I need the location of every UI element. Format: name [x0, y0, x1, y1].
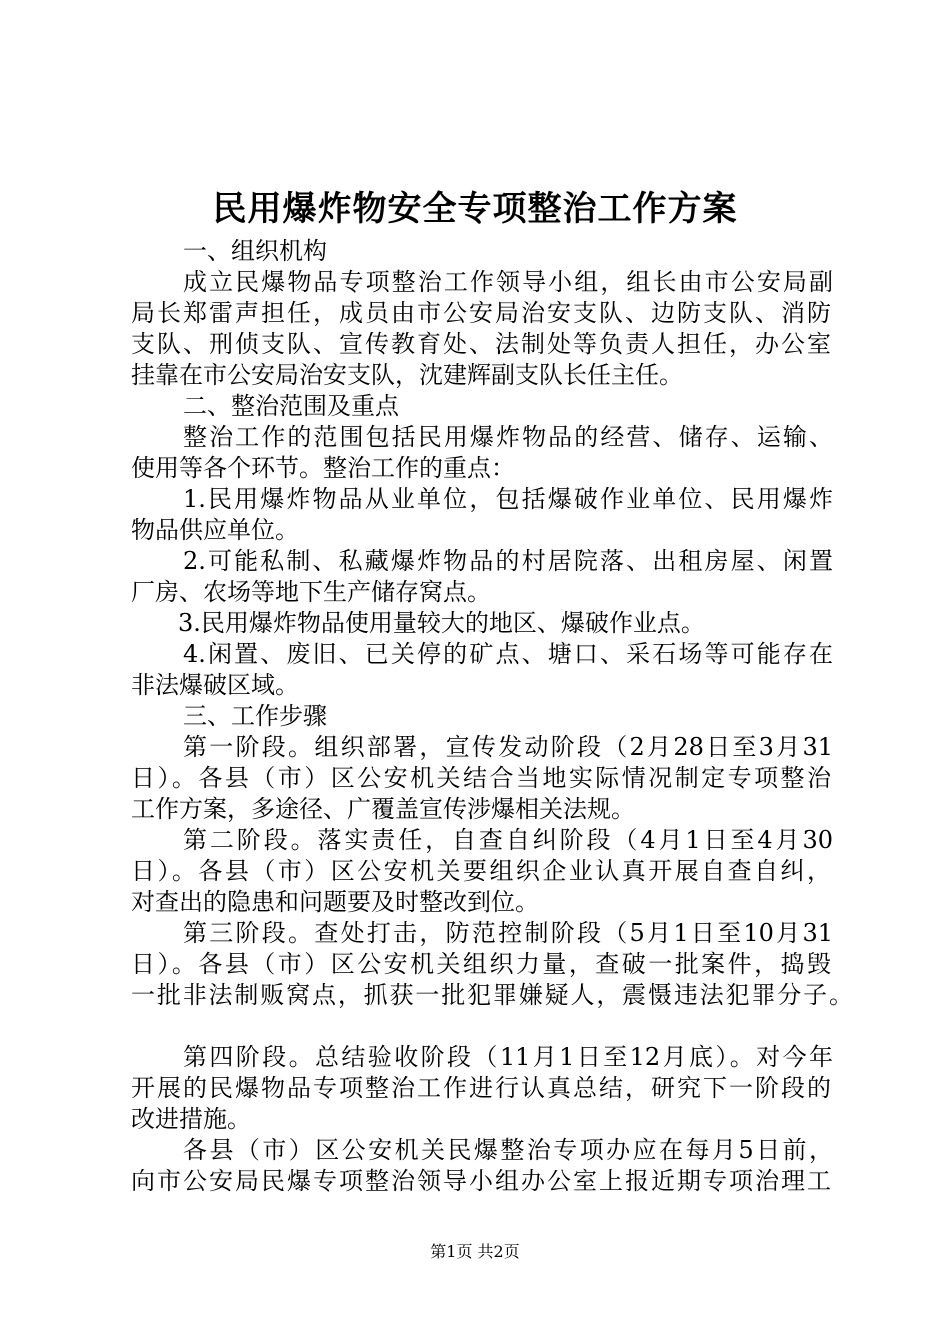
- section-heading-scope: 二、整治范围及重点: [183, 392, 399, 420]
- paragraph-line: 使用等各个环节。整治工作的重点：: [131, 454, 515, 482]
- paragraph-line: 日）。各县（市）区公安机关结合当地实际情况制定专项整治: [131, 764, 831, 792]
- paragraph-line: 开展的民爆物品专项整治工作进行认真总结，研究下一阶段的: [131, 1074, 831, 1102]
- paragraph-line: 一批非法制贩窝点，抓获一批犯罪嫌疑人，震慑违法犯罪分子。: [131, 981, 853, 1009]
- paragraph-line: 日）。各县（市）区公安机关要组织企业认真开展自查自纠，: [131, 857, 831, 885]
- paragraph-line: 整治工作的范围包括民用爆炸物品的经营、储存、运输、: [183, 423, 833, 451]
- paragraph-line: 挂靠在市公安局治安支队，沈建辉副支队长任主任。: [131, 361, 683, 389]
- list-item-line: 物品供应单位。: [131, 516, 299, 544]
- paragraph-line: 向市公安局民爆专项整治领导小组办公室上报近期专项治理工: [131, 1167, 831, 1195]
- paragraph-line: 第四阶段。总结验收阶段（11月1日至12月底）。对今年: [183, 1043, 833, 1071]
- list-item-line: 1.民用爆炸物品从业单位，包括爆破作业单位、民用爆炸: [183, 485, 833, 513]
- list-item-line: 非法爆破区域。: [131, 671, 299, 699]
- list-item-line: 4.闲置、废旧、已关停的矿点、塘口、采石场等可能存在: [183, 640, 833, 668]
- paragraph-line: 支队、刑侦支队、宣传教育处、法制处等负责人担任，办公室: [131, 330, 831, 358]
- list-item-line: 厂房、农场等地下生产储存窝点。: [131, 578, 491, 606]
- list-item-line: 2.可能私制、私藏爆炸物品的村居院落、出租房屋、闲置: [183, 547, 833, 575]
- paragraph-line: 工作方案，多途径、广覆盖宣传涉爆相关法规。: [131, 795, 635, 823]
- paragraph-line: 第三阶段。查处打击，防范控制阶段（5月1日至10月31: [183, 919, 833, 947]
- document-title: 民用爆炸物安全专项整治工作方案: [212, 189, 738, 229]
- paragraph-line: 成立民爆物品专项整治工作领导小组，组长由市公安局副: [183, 268, 833, 296]
- paragraph-line: 对查出的隐患和问题要及时整改到位。: [131, 888, 539, 916]
- paragraph-line: 改进措施。: [131, 1105, 251, 1133]
- paragraph-line: 日）。各县（市）区公安机关组织力量，查破一批案件，捣毁: [131, 950, 831, 978]
- paragraph-line: 第二阶段。落实责任，自查自纠阶段（4月1日至4月30: [183, 826, 833, 854]
- paragraph-line: 各县（市）区公安机关民爆整治专项办应在每月5日前，: [183, 1136, 833, 1164]
- section-heading-organization: 一、组织机构: [183, 237, 327, 265]
- page-footer: 第1页 共2页: [430, 1242, 520, 1261]
- list-item-line: 3.民用爆炸物品使用量较大的地区、爆破作业点。: [178, 609, 705, 637]
- section-heading-steps: 三、工作步骤: [183, 702, 327, 730]
- paragraph-line: 局长郑雷声担任，成员由市公安局治安支队、边防支队、消防: [131, 299, 831, 327]
- paragraph-line: 第一阶段。组织部署，宣传发动阶段（2月28日至3月31: [183, 733, 833, 761]
